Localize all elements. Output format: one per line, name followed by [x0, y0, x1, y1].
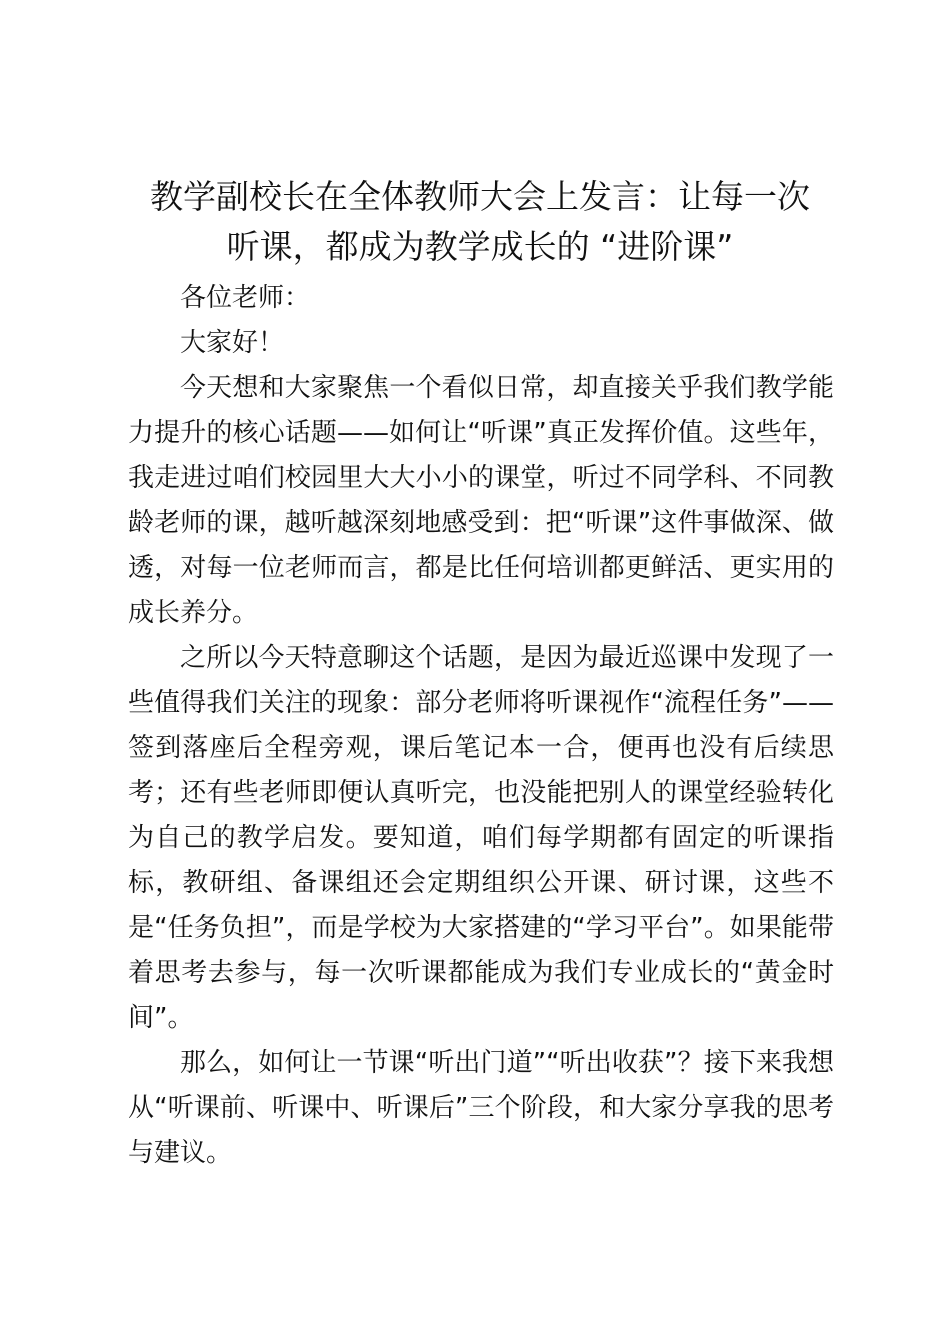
title-line-1: 教学副校长在全体教师大会上发言：让每一次 — [150, 177, 810, 216]
document-title — [120, 172, 840, 272]
paragraph-1: 今天想和大家聚焦一个看似日常，却直接关乎我们教学能力提升的核心话题——如何让“听课”真正发挥价值。这些年，我走进过咱们校园里大大小小的课堂，听过不同学科、不同教龄老师的课，越听越深刻地感受到：把“听课”这件事做深、做透，对每一位老师而言，都是比任何培训都更鲜活、更实用的成长养分。 — [128, 373, 834, 628]
title-line-2: 听课，都成为教学成长的 “进阶课” — [226, 227, 734, 266]
greeting: 大家好！ — [180, 328, 285, 358]
salutation: 各位老师： — [180, 283, 311, 313]
paragraph-3: 那么，如何让一节课“听出门道”“听出收获”？接下来我想从“听课前、听课中、听课后”三个阶段，和大家分享我的思考与建议。 — [128, 1048, 834, 1168]
document-body — [128, 276, 834, 1176]
paragraph-2: 之所以今天特意聊这个话题，是因为最近巡课中发现了一些值得我们关注的现象：部分老师将听课视作“流程任务”——签到落座后全程旁观，课后笔记本一合，便再也没有后续思考；还有些老师即便认真听完，也没能把别人的课堂经验转化为自己的教学启发。要知道，咱们每学期都有固定的听课指标，教研组、备课组还会定期组织公开课、研讨课，这些不是“任务负担”，而是学校为大家搭建的“学习平台”。如果能带着思考去参与，每一次听课都能成为我们专业成长的“黄金时间”。 — [128, 643, 834, 1033]
